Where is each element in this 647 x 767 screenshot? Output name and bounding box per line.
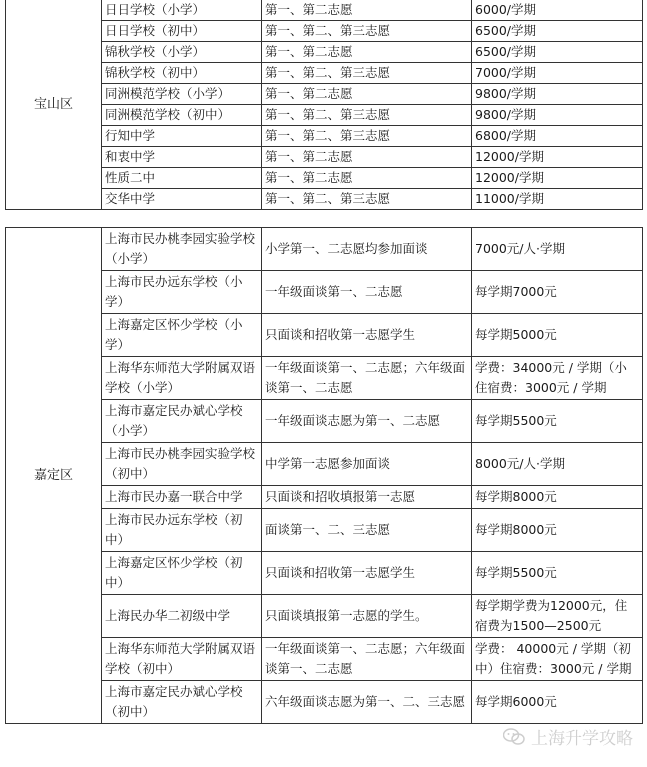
table-row: [6, 126, 643, 147]
district-cell: 嘉定区: [6, 228, 102, 724]
choice-cell: 小学第一、二志愿均参加面谈: [262, 228, 472, 271]
table-row: [6, 42, 643, 63]
table-row: [6, 314, 643, 357]
school-cell: 上海市民办桃李园实验学校（小学）: [102, 228, 262, 271]
choice-cell: 第一、第二、第三志愿: [262, 21, 472, 42]
table-row: [6, 681, 643, 724]
school-cell: 上海市民办远东学校（小学）: [102, 271, 262, 314]
fee-cell: 每学期5500元: [472, 400, 643, 443]
choice-cell: 第一、第二、第三志愿: [262, 105, 472, 126]
school-cell: 上海市民办桃李园实验学校（初中）: [102, 443, 262, 486]
watermark-text: 上海升学攻略: [531, 729, 633, 749]
fee-cell: 9800/学期: [472, 105, 643, 126]
table-row: [6, 147, 643, 168]
fee-cell: 每学期学费为12000元，住宿费为1500—2500元: [472, 595, 643, 638]
choice-cell: 一年级面谈第一、二志愿；六年级面谈第一、二志愿: [262, 357, 472, 400]
table-row: [6, 189, 643, 210]
school-cell: 行知中学: [102, 126, 262, 147]
school-cell: 交华中学: [102, 189, 262, 210]
table-row: [6, 168, 643, 189]
fee-cell: 每学期6000元: [472, 681, 643, 724]
fee-cell: 7000元/人·学期: [472, 228, 643, 271]
choice-cell: 中学第一志愿参加面谈: [262, 443, 472, 486]
choice-cell: 只面谈和招收填报第一志愿: [262, 486, 472, 509]
choice-cell: 第一、第二志愿: [262, 0, 472, 21]
school-cell: 上海嘉定区怀少学校（小学）: [102, 314, 262, 357]
table-row: [6, 105, 643, 126]
table-row: [6, 84, 643, 105]
fee-cell: 6000/学期: [472, 0, 643, 21]
table-row: [6, 486, 643, 509]
table-row: [6, 0, 643, 21]
school-cell: 日日学校（小学）: [102, 0, 262, 21]
choice-cell: 第一、第二志愿: [262, 168, 472, 189]
baoshan-table: [5, 0, 643, 210]
school-cell: 和衷中学: [102, 147, 262, 168]
fee-cell: 12000/学期: [472, 147, 643, 168]
school-cell: 上海市民办远东学校（初中）: [102, 509, 262, 552]
fee-cell: 每学期5500元: [472, 552, 643, 595]
fee-cell: 6500/学期: [472, 42, 643, 63]
choice-cell: 一年级面谈第一、二志愿: [262, 271, 472, 314]
choice-cell: 第一、第二志愿: [262, 84, 472, 105]
choice-cell: 第一、第二、第三志愿: [262, 126, 472, 147]
fee-cell: 学费：34000元 / 学期（小住宿费：3000元 / 学期: [472, 357, 643, 400]
fee-cell: 每学期8000元: [472, 486, 643, 509]
fee-cell: 6800/学期: [472, 126, 643, 147]
choice-cell: 第一、第二志愿: [262, 147, 472, 168]
fee-cell: 8000元/人·学期: [472, 443, 643, 486]
fee-cell: 9800/学期: [472, 84, 643, 105]
school-cell: 上海华东师范大学附属双语学校（小学）: [102, 357, 262, 400]
watermark: [503, 724, 633, 749]
choice-cell: 一年级面谈第一、二志愿；六年级面谈第一、二志愿: [262, 638, 472, 681]
school-cell: 同洲模范学校（小学）: [102, 84, 262, 105]
table-row: [6, 357, 643, 400]
fee-cell: 每学期7000元: [472, 271, 643, 314]
school-cell: 性质二中: [102, 168, 262, 189]
choice-cell: 第一、第二、第三志愿: [262, 63, 472, 84]
table-row: [6, 595, 643, 638]
choice-cell: 面谈第一、二、三志愿: [262, 509, 472, 552]
fee-cell: 7000/学期: [472, 63, 643, 84]
table-row: [6, 638, 643, 681]
fee-cell: 每学期5000元: [472, 314, 643, 357]
choice-cell: 第一、第二、第三志愿: [262, 189, 472, 210]
district-cell: 宝山区: [6, 0, 102, 210]
table-row: [6, 228, 643, 271]
fee-cell: 11000/学期: [472, 189, 643, 210]
school-cell: 上海市嘉定民办斌心学校（小学）: [102, 400, 262, 443]
fee-cell: 12000/学期: [472, 168, 643, 189]
table-row: [6, 271, 643, 314]
choice-cell: 只面谈和招收第一志愿学生: [262, 552, 472, 595]
wechat-icon: [503, 728, 525, 746]
choice-cell: 第一、第二志愿: [262, 42, 472, 63]
table-row: [6, 63, 643, 84]
jiading-table: [5, 227, 643, 724]
fee-cell: 学费： 40000元 / 学期（初中）住宿费：3000元 / 学期: [472, 638, 643, 681]
choice-cell: 只面谈填报第一志愿的学生。: [262, 595, 472, 638]
school-cell: 同洲模范学校（初中）: [102, 105, 262, 126]
school-cell: 上海民办华二初级中学: [102, 595, 262, 638]
school-cell: 上海市嘉定民办斌心学校（初中）: [102, 681, 262, 724]
table-row: [6, 21, 643, 42]
school-cell: 日日学校（初中）: [102, 21, 262, 42]
school-cell: 上海华东师范大学附属双语学校（初中）: [102, 638, 262, 681]
school-cell: 上海市民办嘉一联合中学: [102, 486, 262, 509]
choice-cell: 六年级面谈志愿为第一、二、三志愿: [262, 681, 472, 724]
school-cell: 上海嘉定区怀少学校（初中）: [102, 552, 262, 595]
table-row: [6, 552, 643, 595]
table-row: [6, 509, 643, 552]
table-row: [6, 443, 643, 486]
fee-cell: 每学期8000元: [472, 509, 643, 552]
choice-cell: 一年级面谈志愿为第一、二志愿: [262, 400, 472, 443]
fee-cell: 6500/学期: [472, 21, 643, 42]
table-row: [6, 400, 643, 443]
choice-cell: 只面谈和招收第一志愿学生: [262, 314, 472, 357]
school-cell: 锦秋学校（初中）: [102, 63, 262, 84]
school-cell: 锦秋学校（小学）: [102, 42, 262, 63]
